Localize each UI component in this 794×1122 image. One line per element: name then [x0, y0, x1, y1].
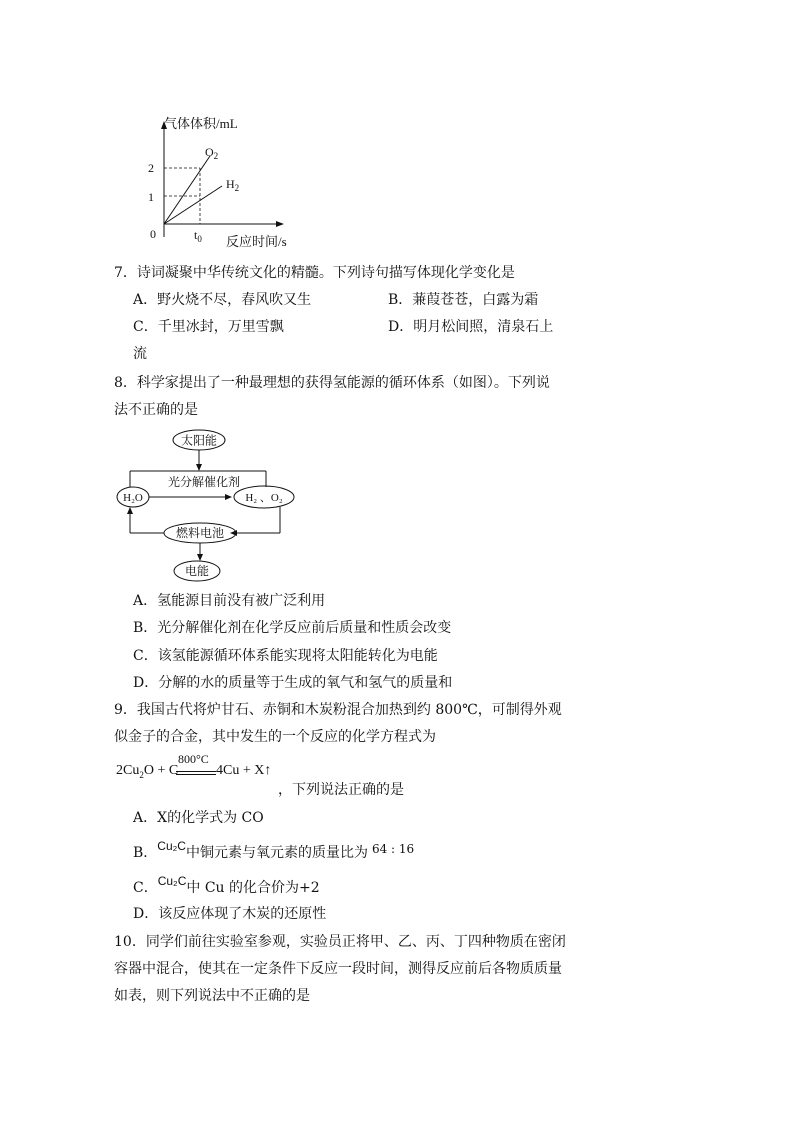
- electricity-label: 电能: [184, 564, 210, 578]
- b-ratio: 64 : 16: [371, 842, 415, 856]
- h2-label: $H_2$: [226, 177, 240, 193]
- eq-condition: 800°C: [178, 752, 209, 766]
- q8-option-b: B．光分解催化剂在化学反应前后质量和性质会改变: [133, 620, 452, 636]
- b-formula: Cu₂C: [157, 839, 186, 853]
- q7-stem: 7．诗词凝聚中华传统文化的精髓。下列诗句描写体现化学变化是: [114, 265, 515, 281]
- x-axis-label: 反应时间/s: [226, 234, 287, 249]
- q9-after-equation: ，下列说法正确的是: [278, 782, 404, 798]
- eq-left: $2Cu_2O + C$: [116, 763, 179, 780]
- products-label: H₂ 、O₂: [245, 492, 283, 504]
- t0-label: $t_0$: [194, 228, 202, 244]
- q8-option-a: A．氢能源目前没有被广泛利用: [133, 593, 326, 609]
- q8-stem-line1: 8．科学家提出了一种最理想的获得氢能源的循环体系（如图）。下列说: [114, 375, 550, 391]
- o2-line: [164, 156, 210, 224]
- q7-option-c: C．千里冰封，万里雪飘: [133, 319, 284, 335]
- origin-label: 0: [150, 227, 156, 241]
- q9-option-b: B．Cu₂C中铜元素与氧元素的质量比为 64 : 16: [133, 839, 415, 861]
- q9-option-c: C．Cu₂C中 Cu 的化合价为+2: [133, 874, 320, 896]
- catalyst-label: 光分解催化剂: [167, 475, 241, 489]
- h2-line: [164, 186, 222, 224]
- x-axis-arrow: [276, 221, 284, 227]
- eq-right: 4Cu + X↑: [216, 763, 272, 778]
- water-label: H₂O: [123, 492, 143, 504]
- q9-option-d: D．该反应体现了木炭的还原性: [133, 906, 327, 922]
- q9-option-a: A．X的化学式为 CO: [133, 810, 264, 826]
- q8-option-d: D．分解的水的质量等于生成的氧气和氢气的质量和: [133, 675, 453, 691]
- y-tick-2: 2: [148, 161, 154, 175]
- q9-stem-line1: 9．我国古代将炉甘石、赤铜和木炭粉混合加热到约 800℃，可制得外观: [114, 702, 562, 718]
- q7-option-d: D．明月松间照，清泉石上: [388, 319, 554, 335]
- q9-equation: [116, 752, 286, 786]
- q10-line3: 如表，则下列说法中不正确的是: [114, 988, 310, 1004]
- q9-stem-line2: 似金子的合金，其中发生的一个反应的化学方程式为: [114, 729, 436, 745]
- q7-option-a: A．野火烧不尽，春风吹又生: [133, 292, 312, 308]
- q8-stem-line2: 法不正确的是: [114, 402, 198, 418]
- left-up-arrowhead: [127, 507, 133, 514]
- y-tick-1: 1: [148, 190, 154, 204]
- q10-line2: 容器中混合，使其在一定条件下反应一段时间，测得反应前后各物质质量: [114, 961, 562, 977]
- c-formula: Cu₂C: [157, 874, 187, 888]
- q8-option-c: C．该氢能源循环体系能实现将太阳能转化为电能: [133, 648, 438, 664]
- q7-option-d-cont: 流: [133, 346, 147, 362]
- q7-option-b: B．蒹葭苍苍，白露为霜: [388, 292, 539, 308]
- sun-arrowhead: [196, 464, 202, 471]
- cell-to-electricity-arrowhead: [197, 554, 203, 561]
- gas-volume-graph: [140, 112, 320, 252]
- sun-label: 太阳能: [180, 433, 218, 448]
- hydrogen-cycle-diagram: [110, 425, 310, 585]
- q10-line1: 10．同学们前往实验室参观，实验员正将甲、乙、丙、丁四种物质在密闭: [114, 934, 566, 950]
- o2-label: $O_2$: [205, 145, 219, 161]
- water-to-products-arrowhead: [225, 494, 232, 500]
- y-axis-label: 气体体积/mL: [164, 116, 238, 131]
- fuel-cell-label: 燃料电池: [175, 526, 225, 540]
- eq-double-line: [176, 771, 216, 775]
